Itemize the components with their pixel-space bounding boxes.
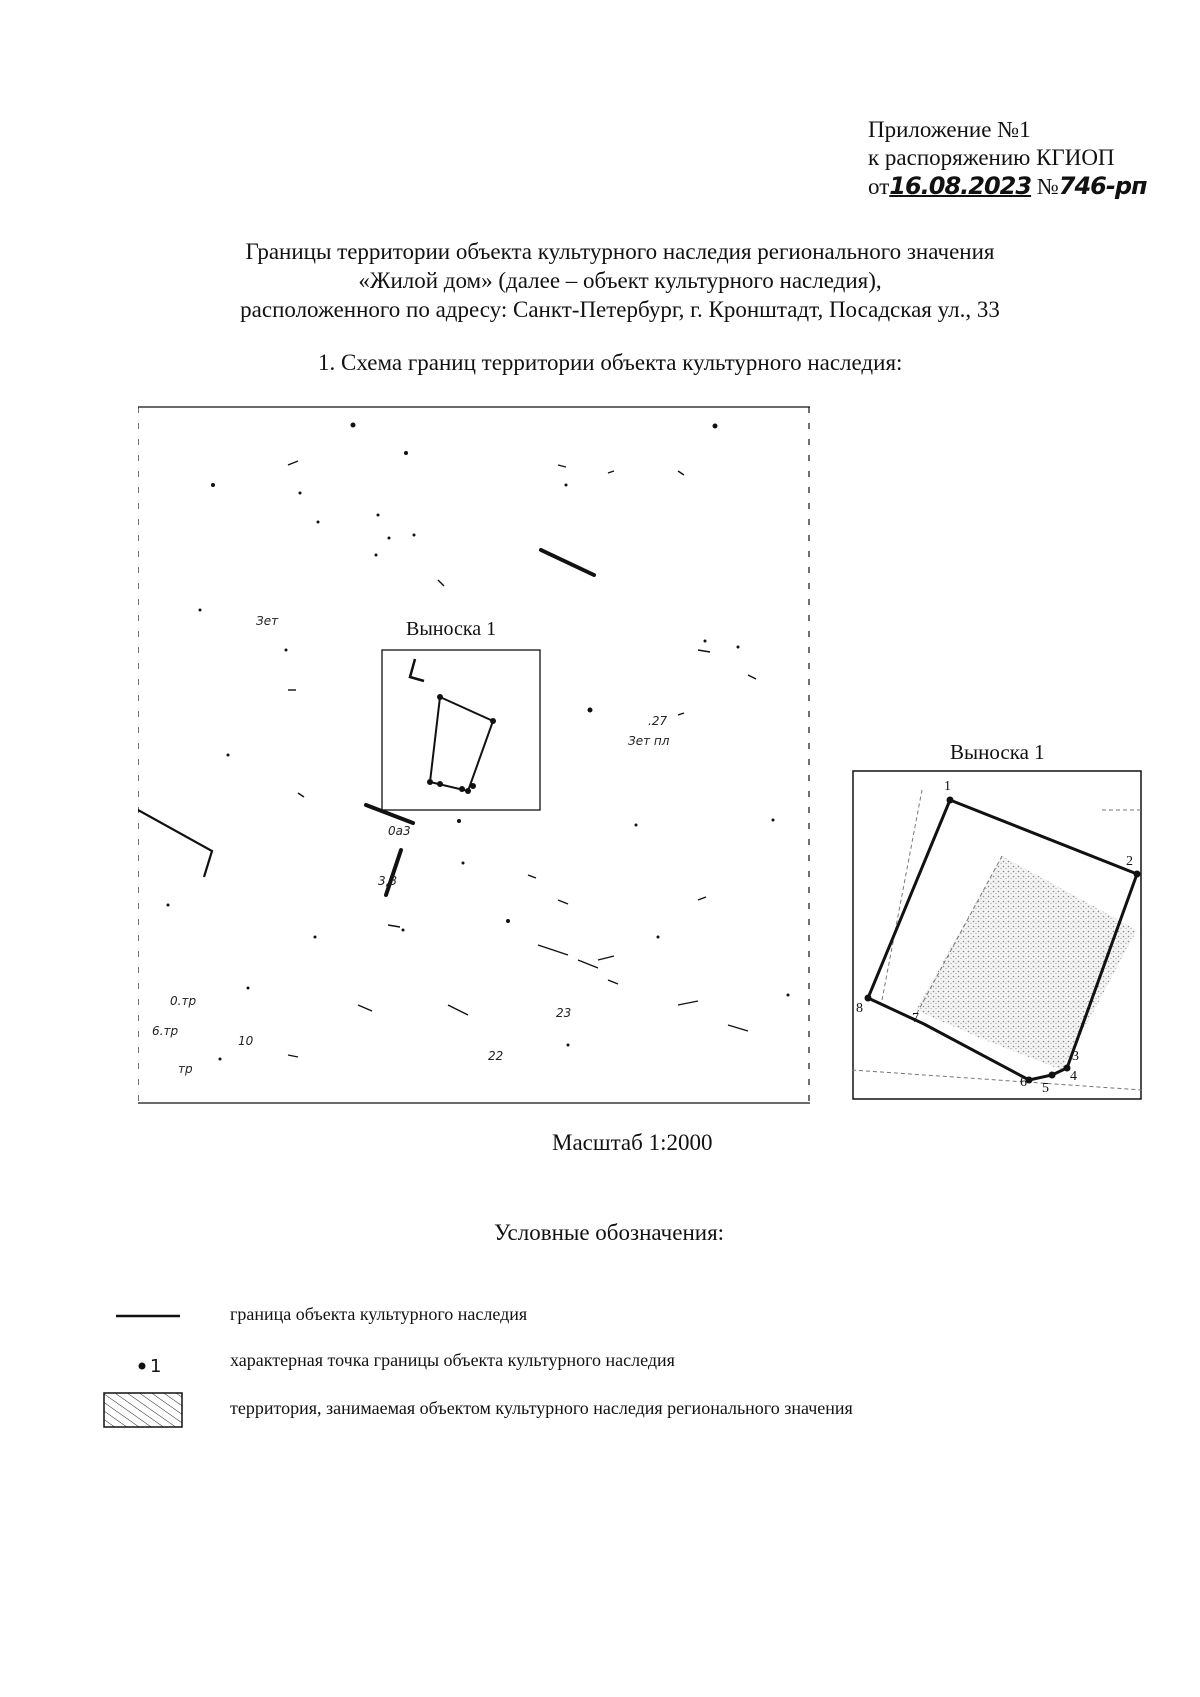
callout-structure [410,659,424,681]
svg-text:тр: тр [178,1062,193,1076]
svg-text:0а3: 0а3 [388,824,411,838]
callout-label: Выноска 1 [406,618,497,640]
order-date: 16.08.2023 [889,172,1032,200]
boundary-map [138,405,810,1105]
title-line3: расположенного по адресу: Санкт-Петербург, г. Кронштадт, Посадская ул., 33 [240,297,1000,322]
svg-text:10: 10 [238,1034,254,1048]
inset-detail [852,770,1142,1100]
inset-title: Выноска 1 [950,740,1045,764]
section-heading: 1. Схема границ территории объекта культурного наследия: [318,350,903,375]
svg-text:5: 5 [1042,1081,1049,1096]
svg-text:6.тр: 6.тр [152,1024,179,1038]
svg-text:22: 22 [488,1049,504,1063]
svg-text:23: 23 [556,1006,572,1020]
svg-text:6: 6 [1020,1075,1027,1090]
svg-text:3: 3 [1072,1049,1079,1064]
title-line1: Границы территории объекта культурного наследия регионального значения [245,239,995,264]
svg-text:7: 7 [912,1011,919,1026]
appendix-line2: к распоряжению КГИОП [868,145,1115,170]
legend-item-territory [0,1390,1200,1430]
legend-text-point: характерная точка границы объекта культурного наследия [230,1350,675,1370]
map-left-structure [138,810,212,877]
svg-text:.27: .27 [648,714,668,728]
map-boundary-polygon [430,697,493,791]
svg-text:Зет: Зет [256,614,279,628]
scale-label: Масштаб 1:2000 [552,1130,713,1155]
legend-item-point [0,1342,1200,1382]
title-line2: «Жилой дом» (далее – объект культурного наследия), [358,268,882,293]
legend-item-boundary [0,1296,1200,1336]
appendix-line1: Приложение №1 [868,117,1031,142]
boundary-line-symbol [98,1296,188,1336]
callout-box [382,650,540,810]
order-number: 746-рп [1058,172,1147,200]
svg-text:8: 8 [856,1001,863,1016]
survey-marks [167,423,790,1061]
appendix-date-line [868,172,1147,201]
document-title [150,237,1090,324]
svg-text:4: 4 [1070,1069,1077,1084]
svg-text:1: 1 [150,1356,162,1377]
hatch-symbol [98,1390,188,1430]
svg-text:Зет пл: Зет пл [628,734,670,748]
number-prefix: № [1036,174,1059,199]
appendix-block [868,116,1147,201]
boundary-point-symbol [98,1342,188,1382]
svg-text:2: 2 [1126,854,1133,869]
legend-title: Условные обозначения: [494,1220,725,1245]
survey-dashes [288,461,756,1057]
map-heavy-lines [366,550,594,895]
legend-text-territory: территория, занимаемая объектом культурного наследия регионального значения [230,1398,853,1418]
legend-text-boundary: граница объекта культурного наследия [230,1304,528,1324]
from-prefix: от [868,174,890,199]
svg-text:0.тр: 0.тр [170,994,197,1008]
svg-text:1: 1 [944,779,951,794]
svg-text:3,3: 3,3 [378,874,398,888]
map-labels [152,614,670,1076]
